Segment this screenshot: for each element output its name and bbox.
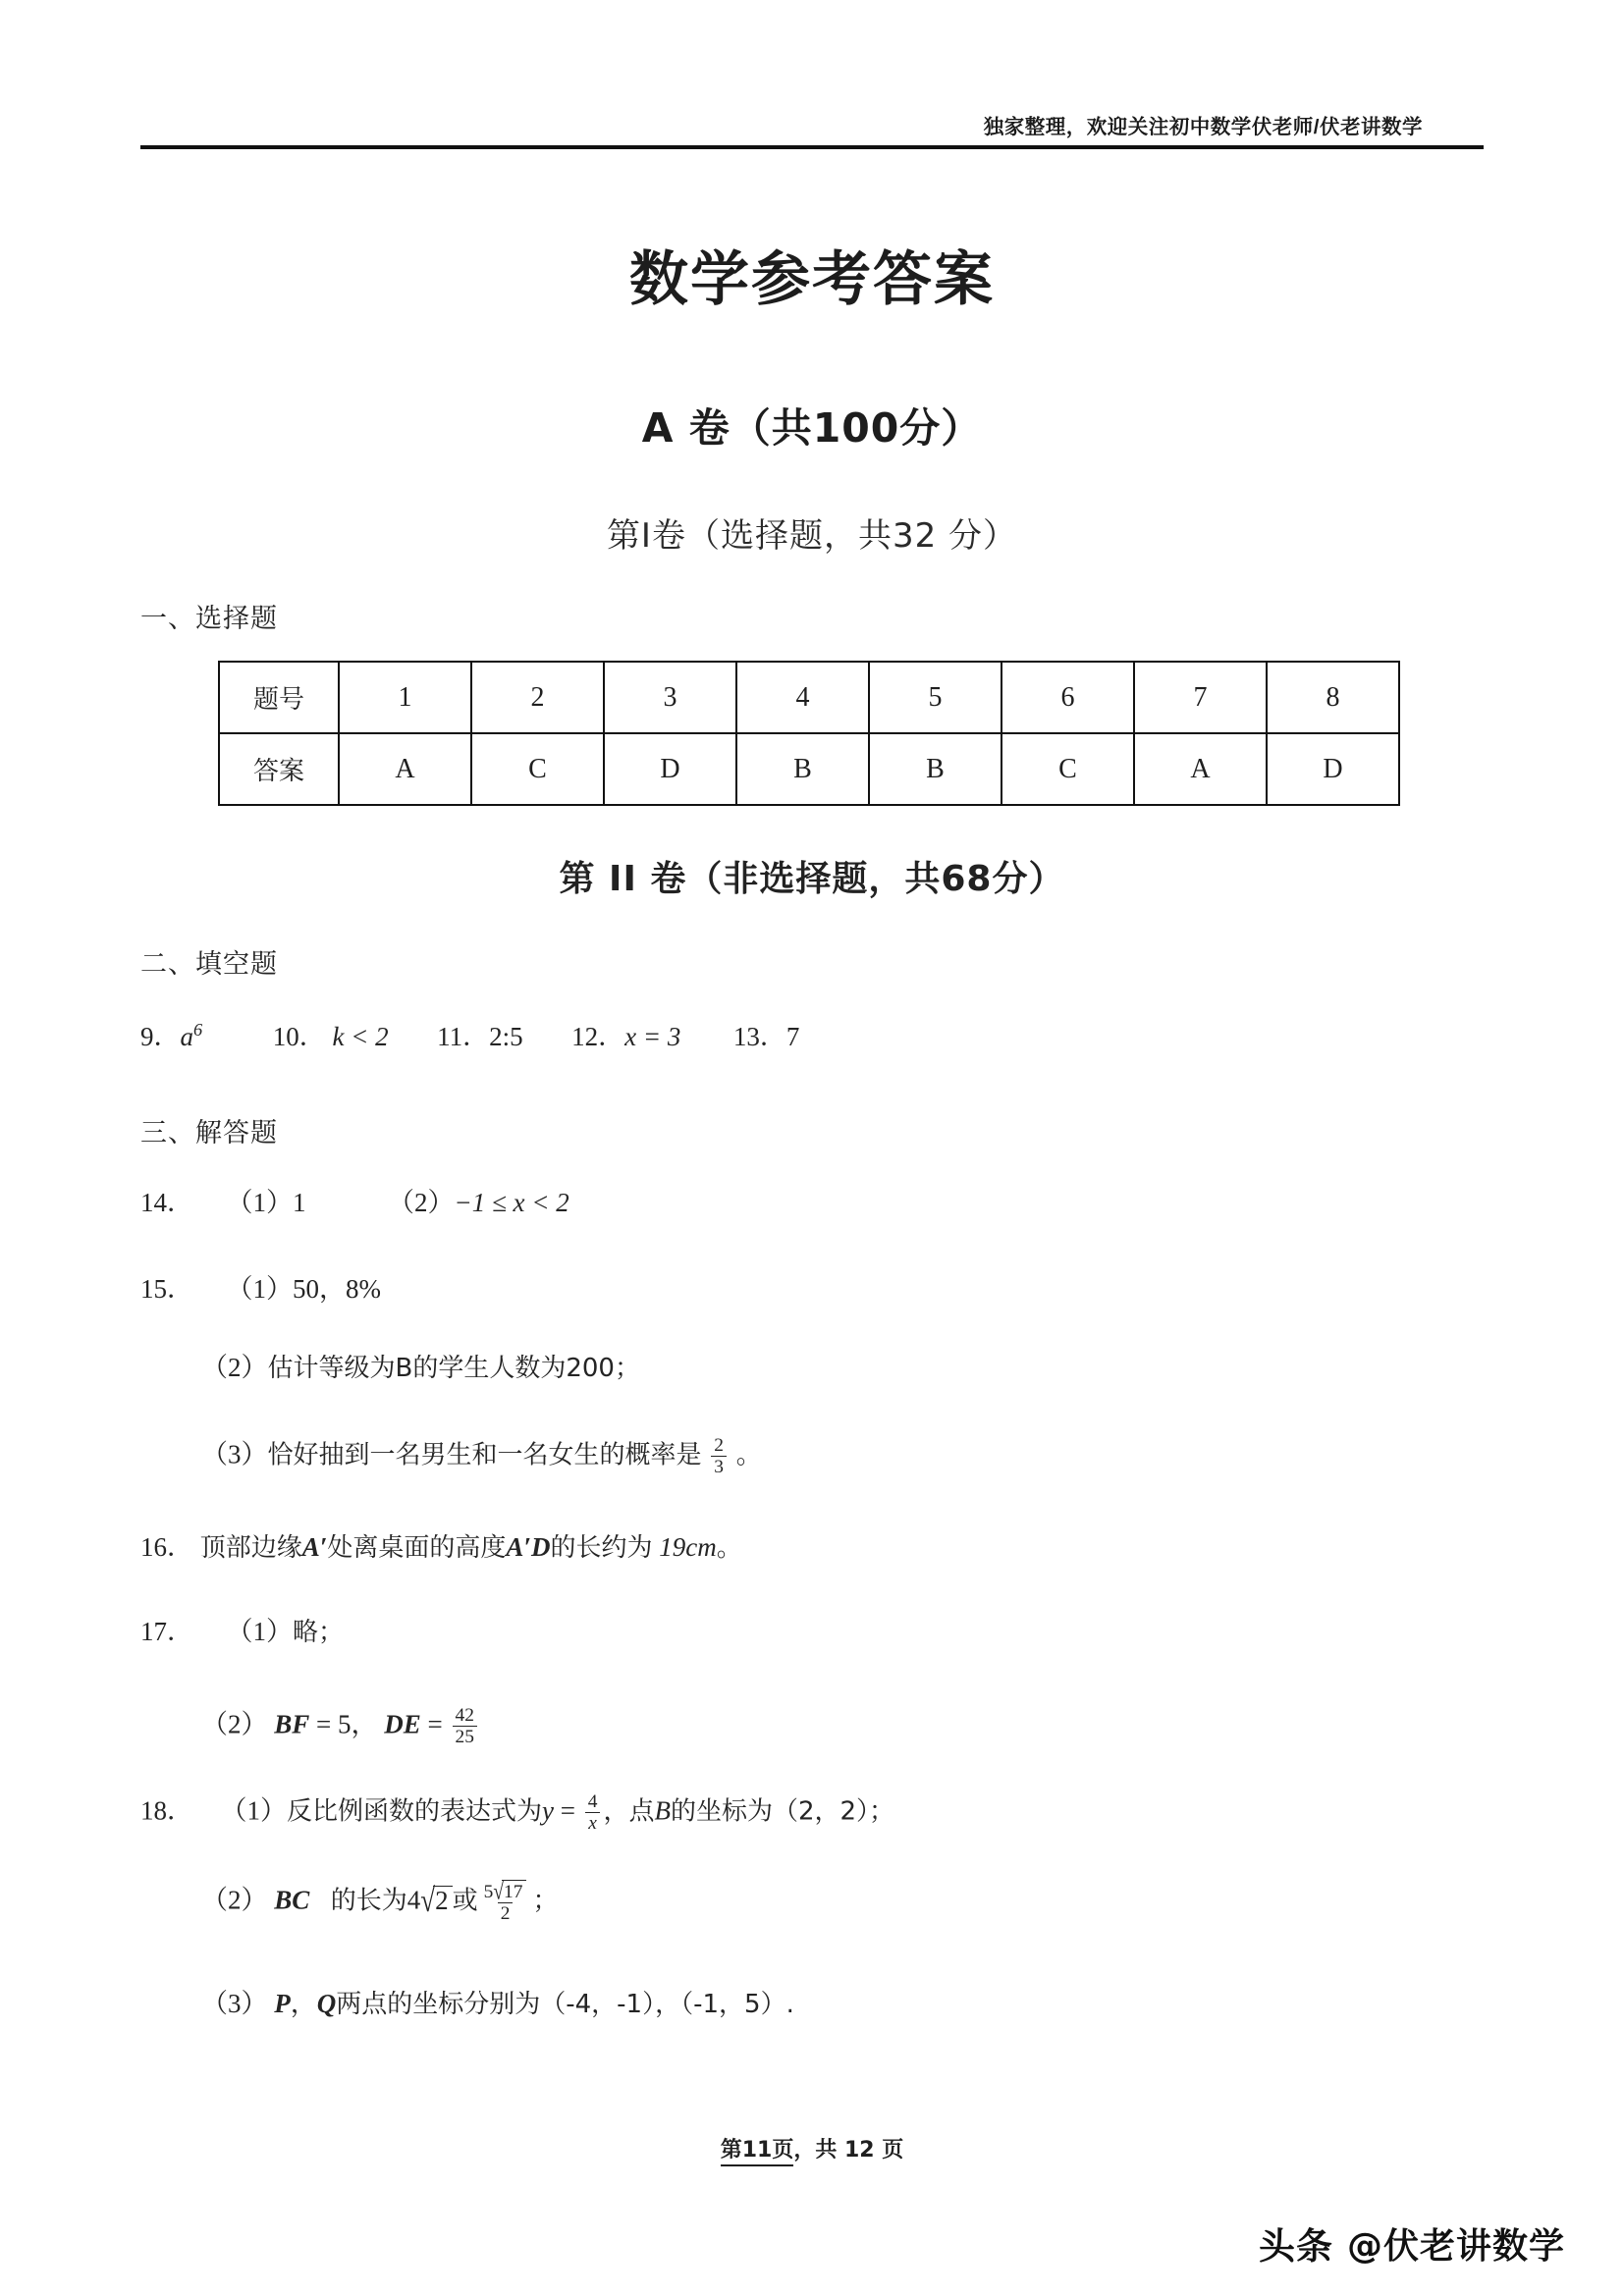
footer-page-total: ，共 12 页: [793, 2138, 904, 2163]
fraction-denominator: 3: [711, 1456, 727, 1477]
question-number-5: 5: [869, 662, 1001, 733]
answer-3: D: [604, 733, 736, 805]
q17-part1-value: 略；: [293, 1618, 345, 1647]
page-title: 数学参考答案: [629, 245, 995, 314]
table-row-question-numbers: [219, 662, 1399, 733]
header-divider: [140, 145, 1484, 149]
q17-label: 17．: [140, 1617, 193, 1646]
section-heading-blank: 二、填空题: [140, 949, 278, 980]
watermark: [1259, 2216, 1565, 2269]
q18-part3-marker: （3）: [201, 1989, 268, 2018]
q15-part2-value: 估计等级为B的学生人数为200；: [267, 1354, 640, 1383]
fraction-numerator: 42: [455, 1705, 474, 1726]
answer-2: C: [471, 733, 604, 805]
answer-8: D: [1267, 733, 1399, 805]
table-row-label-question: 题号: [219, 662, 339, 733]
section-heading-solve: 三、解答题: [140, 1118, 278, 1148]
solution-15-part1: [140, 1276, 381, 1303]
section-heading-choice: 一、选择题: [140, 604, 278, 634]
q17-part2-var1: BF: [274, 1709, 310, 1739]
answer-5: B: [869, 733, 1001, 805]
watermark-brand: 头条: [1258, 2225, 1333, 2268]
q18-part2-text-b: 或: [452, 1886, 478, 1916]
q12-value: x = 3: [624, 1022, 681, 1051]
answer-6: C: [1001, 733, 1134, 805]
q17-part2-fraction: [453, 1705, 477, 1747]
q10-value: k < 2: [332, 1022, 389, 1051]
answer-7: A: [1134, 733, 1267, 805]
q15-part3-marker: （3）: [201, 1439, 268, 1469]
part-two-heading: 第 II 卷（非选择题，共68分）: [559, 859, 1065, 899]
answer-table: [218, 661, 1400, 806]
q18-part2-val-a: 4: [406, 1885, 421, 1915]
q14-part1-value: 1: [293, 1188, 306, 1217]
question-number-7: 7: [1134, 662, 1267, 733]
fraction-numerator-coefficient: 5: [483, 1882, 494, 1902]
q10-label: 10．: [272, 1022, 326, 1051]
q17-part2-var2: DE: [384, 1709, 421, 1739]
question-number-4: 4: [736, 662, 869, 733]
q18-part3-comma: ，: [290, 1989, 317, 2018]
q15-part2-marker: （2）: [201, 1353, 268, 1382]
q9-base: a: [180, 1022, 193, 1051]
q16-text-b: 处离桌面的高度: [327, 1533, 507, 1563]
watermark-handle: @伏老讲数学: [1346, 2225, 1565, 2267]
q16-var-b: A′D: [506, 1532, 551, 1562]
fill-blank-answers-line: [140, 1021, 799, 1050]
answer-4: B: [736, 733, 869, 805]
solution-18-part2: [201, 1881, 558, 1925]
q15-label: 15．: [140, 1274, 193, 1304]
q11-value: 2:5: [489, 1022, 523, 1051]
question-number-1: 1: [339, 662, 471, 733]
table-row-answers: [219, 733, 1399, 805]
q18-part1-text-a: 反比例函数的表达式为: [287, 1796, 543, 1827]
q16-value: 19cm: [659, 1532, 717, 1562]
solution-17-part2: [201, 1706, 480, 1748]
q18-part2-marker: （2）: [201, 1885, 268, 1915]
question-number-3: 3: [604, 662, 736, 733]
q16-var-a: A′: [301, 1532, 328, 1562]
q17-part1-marker: （1）: [226, 1617, 293, 1646]
fraction-numerator: 4: [587, 1791, 598, 1812]
page-footer: [0, 2133, 1624, 2163]
q18-part1-text-b: ，点: [603, 1796, 655, 1827]
q13-value: 7: [785, 1022, 800, 1051]
fraction-numerator: 2: [714, 1435, 724, 1456]
q18-part3-text: 两点的坐标分别为（-4，-1），（-1，5）.: [336, 1990, 794, 2019]
footer-page-number: 第11页: [721, 2138, 794, 2166]
q18-part1-var-b: B: [654, 1795, 671, 1826]
header-note: 独家整理，欢迎关注初中数学伏老师/伏老讲数学: [983, 116, 1423, 138]
q18-part3-var-p: P: [274, 1989, 291, 2018]
q18-part2-text-c: ；: [532, 1886, 559, 1916]
fraction-denominator: x: [585, 1812, 600, 1834]
q18-part1-fraction: [585, 1791, 601, 1834]
q14-part1-marker: （1）: [226, 1188, 293, 1217]
q15-part1-value: 50，8%: [293, 1274, 381, 1304]
q17-part2-eq2: =: [427, 1709, 443, 1739]
question-number-2: 2: [471, 662, 604, 733]
q16-text-d: 。: [716, 1533, 742, 1563]
q15-part3-text-after: 。: [735, 1440, 762, 1470]
answer-1: A: [339, 733, 471, 805]
q16-text-a: 顶部边缘: [199, 1533, 302, 1563]
q13-label: 13．: [732, 1022, 786, 1051]
sqrt-icon: √: [420, 1881, 436, 1919]
q9-label: 9．: [140, 1022, 181, 1051]
q18-part1-eq: =: [560, 1795, 575, 1826]
q18-part2-var: BC: [274, 1885, 310, 1915]
q18-part2-fraction: [481, 1880, 530, 1924]
solution-18-part3: [201, 1991, 794, 2017]
q18-part2-text-a: 的长为: [330, 1886, 407, 1916]
solution-15-part2: [201, 1355, 640, 1381]
table-row-label-answer: 答案: [219, 733, 339, 805]
q18-part1-text-c: 的坐标为（2，2）；: [670, 1796, 895, 1827]
q17-part2-marker: （2）: [201, 1709, 268, 1739]
q14-label: 14．: [140, 1188, 193, 1217]
solution-18-part1: [140, 1792, 894, 1835]
q18-part3-var-q: Q: [316, 1989, 337, 2018]
q14-part2-value: −1 ≤ x < 2: [454, 1188, 569, 1217]
q18-part2-radicand-a: 2: [433, 1886, 453, 1914]
q11-label: 11．: [437, 1022, 490, 1051]
q15-part1-marker: （1）: [226, 1274, 293, 1304]
q18-part1-marker: （1）: [220, 1795, 287, 1826]
solution-16: [140, 1534, 742, 1561]
q14-part2-marker: （2）: [388, 1188, 455, 1217]
part-one-heading: 第I卷（选择题，共32 分）: [606, 516, 1018, 556]
q18-part1-var-y: y: [542, 1795, 554, 1826]
q9-exponent: 6: [193, 1020, 203, 1040]
solution-17-part1: [140, 1619, 344, 1645]
solution-14: [140, 1190, 569, 1216]
solution-15-part3: [201, 1436, 762, 1478]
q18-label: 18．: [140, 1795, 193, 1826]
q15-part3-text-before: 恰好抽到一名男生和一名女生的概率是: [267, 1440, 702, 1470]
fraction-numerator-radicand: 17: [502, 1880, 526, 1902]
q12-label: 12．: [571, 1022, 625, 1051]
fraction-denominator: 25: [453, 1726, 477, 1747]
q15-part3-fraction: [711, 1435, 727, 1477]
paper-a-heading: A 卷（共100分）: [641, 404, 983, 452]
q16-label: 16．: [140, 1532, 193, 1562]
fraction-numerator: [481, 1879, 530, 1905]
question-number-8: 8: [1267, 662, 1399, 733]
q16-text-c: 的长约为: [550, 1533, 653, 1563]
question-number-6: 6: [1001, 662, 1134, 733]
q17-part2-eq1: = 5，: [316, 1709, 378, 1739]
fraction-denominator: 2: [498, 1902, 514, 1924]
page-header: [140, 110, 1484, 149]
sqrt-icon: √: [493, 1879, 505, 1905]
